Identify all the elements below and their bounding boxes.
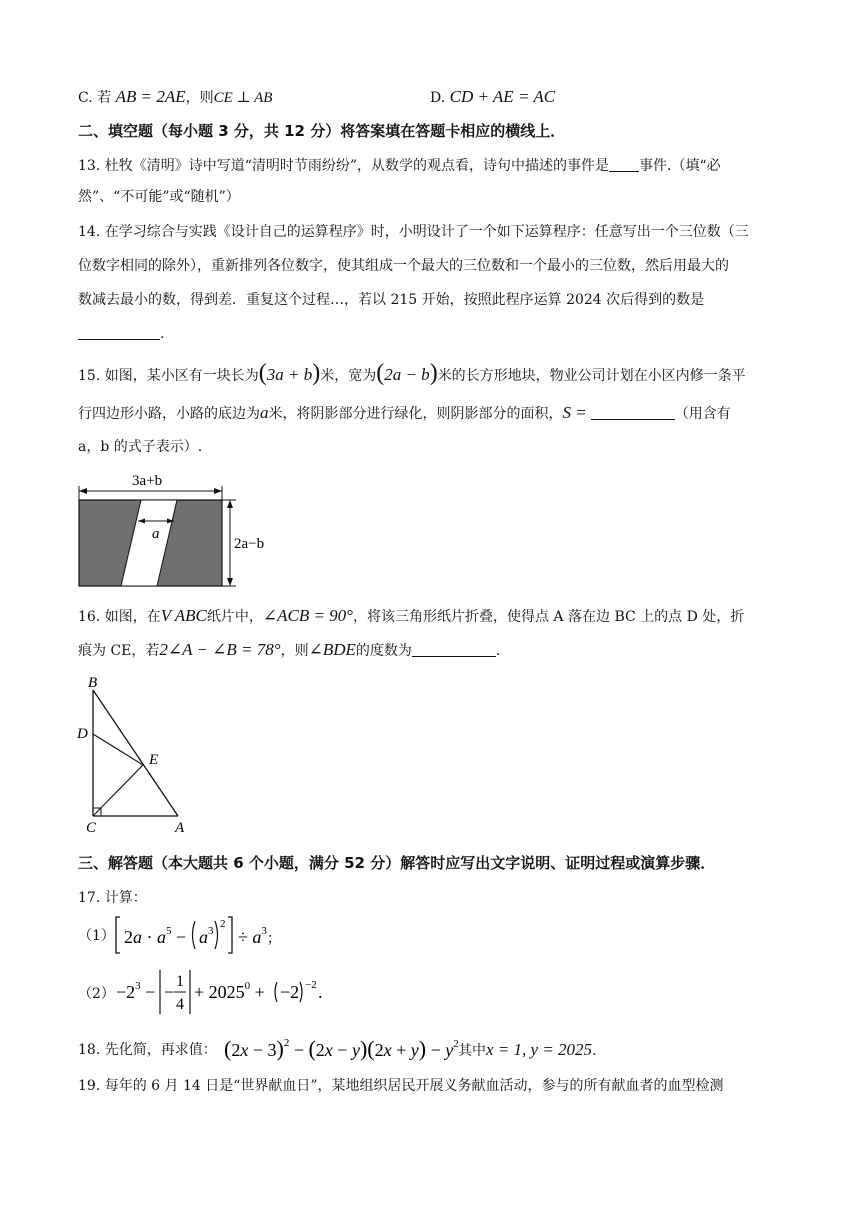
q15-right-label: 2a−b <box>234 536 265 552</box>
q16-segment-de <box>93 734 143 765</box>
q17-part1-expression <box>112 913 282 957</box>
q16-answer-blank <box>412 642 496 657</box>
q15-width-expr: 2a − b <box>384 365 430 384</box>
option-c-condition: AB = 2AE <box>115 87 186 106</box>
q16-point-d: D <box>77 726 88 742</box>
svg-text:−2: −2 <box>305 979 317 991</box>
q16-text-b: 纸片中， <box>206 609 263 625</box>
section-3-heading: 三、解答题（本大题共 6 个小题，满分 52 分）解答时应写出文字说明、证明过程或演算步骤． <box>78 854 716 872</box>
section-2-heading: 二、填空题（每小题 3 分，共 12 分）将答案填在答题卡相应的横线上． <box>78 122 566 140</box>
option-d-equation: CD + AE = AC <box>449 87 556 106</box>
q18-lead: 18. 先化简，再求值： <box>78 1042 217 1058</box>
q15-line3: a，b 的式子表示）. <box>78 439 203 455</box>
q16-period: . <box>495 643 501 659</box>
q16-point-b: B <box>88 675 98 691</box>
q19-line1: 19. 每年的 6 月 14 日是“世界献血日”，某地组织居民开展义务献血活动，参与的所有献血者的血型检测 <box>78 1078 724 1094</box>
option-c <box>78 87 272 108</box>
svg-text:1: 1 <box>176 973 184 990</box>
svg-text:.: . <box>318 982 323 1002</box>
q16-text-a: 16. 如图，在 <box>78 609 161 625</box>
q16-text-d: 痕为 CE，若 <box>78 643 160 659</box>
q15-top-label: 3a+b <box>132 473 163 489</box>
svg-text:−23 −: $-2^3$ − <box>116 980 156 1002</box>
q17-part2-label: （2） <box>78 986 115 1002</box>
q17-title: 17. 计算： <box>78 890 147 906</box>
q13-text: 13. 杜牧《清明》诗中写道“清明时节雨纷纷”，从数学的观点看，诗句中描述的事件是 <box>78 158 610 174</box>
q13-line1 <box>78 156 721 176</box>
q18-condition: x = 1, y = 2025 <box>486 1040 593 1059</box>
q17-part1 <box>78 926 115 946</box>
svg-text:2: 2 <box>220 918 226 930</box>
q13-line2: 然”、“不可能”或“随机”） <box>78 189 240 205</box>
q18-tail <box>458 1040 597 1061</box>
q15-text-b: 米，宽为 <box>320 368 377 384</box>
q16-condition: 2∠A − ∠B = 78° <box>159 640 281 659</box>
q13-answer-blank <box>609 157 639 172</box>
q15-answer-blank <box>591 405 675 420</box>
q16-text-e: ，则 <box>280 643 309 659</box>
q16-text-c: ，将该三角形纸片折叠，使得点 A 落在边 BC 上的点 D 处，折 <box>352 609 745 625</box>
q16-point-c: C <box>86 820 97 836</box>
q16-side-ab <box>93 690 178 816</box>
q15-var-a: a <box>260 403 269 422</box>
q15-line2 <box>78 403 731 424</box>
q17-part2-expression <box>114 966 324 1022</box>
q16-point-a: A <box>175 820 185 836</box>
q16-point-e: E <box>149 752 159 768</box>
q15-text-f: （用含有 <box>674 406 731 422</box>
svg-text:4: 4 <box>176 996 184 1013</box>
svg-text:−2: −2 <box>280 982 300 1002</box>
svg-text:−: − <box>164 982 175 1002</box>
q14-answer-blank <box>78 325 160 340</box>
q16-line1 <box>78 606 744 627</box>
option-c-mid: ，则 <box>185 90 214 106</box>
q15-text-a: 15. 如图，某小区有一块长为 <box>78 368 259 384</box>
q13-text-end: 事件.（填“必 <box>639 158 721 174</box>
q16-triangle: V ABC <box>160 606 207 625</box>
option-d <box>430 87 555 108</box>
svg-text:3: 3 <box>208 925 214 937</box>
q18-mid: 其中 <box>458 1043 486 1059</box>
q16-text-f: 的度数为 <box>355 643 412 659</box>
q15-s-label: S = <box>562 403 587 422</box>
q14-line3: 数减去最小的数，得到差．重复这个过程…，若以 215 开始，按照此程序运算 2024 次后得到的数是 <box>78 292 705 308</box>
svg-text:a: a <box>199 927 208 947</box>
svg-text:2a · a5 −: $2a \cdot a^5$ − <box>124 925 187 947</box>
q16-right-angle: ∠ACB = 90° <box>262 606 353 625</box>
q18-expression <box>224 1034 464 1066</box>
q16-line2 <box>78 640 500 661</box>
q15-text-e: 米，将阴影部分进行绿化，则阴影部分的面积， <box>268 406 563 422</box>
option-d-label: D. <box>430 90 446 106</box>
q15-length-expr: 3a + b <box>266 365 313 384</box>
q15-text-c: 米的长方形地块，物业公司计划在小区内修一条平 <box>437 368 746 384</box>
q14-line4 <box>78 324 164 344</box>
svg-text:+ 20250 +: + $2025^0$ + <box>194 980 265 1002</box>
q14-line2: 位数字相同的除外），重新排列各位数字，使其组成一个最大的三位数和一个最小的三位数，然后用最大的 <box>78 258 729 274</box>
q16-figure <box>74 672 194 837</box>
q14-line1: 14. 在学习综合与实践《设计自己的运算程序》时，小明设计了一个如下运算程序：任意写出一个三位数（三 <box>78 224 749 240</box>
q15-inner-label: a <box>152 526 160 542</box>
q17-part1-label: （1） <box>78 928 115 944</box>
svg-text:(2x − 3)2 − (2x − y)(2x + y) −: $(2x - 3)^2 - (2x - y)(2x + y) - y^2$ <box>224 1036 459 1061</box>
q14-period: . <box>160 326 165 342</box>
option-c-label: C. 若 <box>78 90 112 106</box>
q15-line1: 15. 如图，某小区有一块长为(3a + b)米，宽为(2a − b)米的长方形地块，物业公司计划在小区内修一条平 <box>78 360 746 386</box>
q17-part2 <box>78 984 115 1004</box>
q16-target-angle: ∠BDE <box>308 640 356 659</box>
q18-end: . <box>592 1043 597 1059</box>
option-c-conclusion: CE ⊥ AB <box>213 90 273 106</box>
svg-text:÷ a3；: ÷ $a^3_;$ <box>238 925 281 947</box>
q15-figure <box>70 470 290 595</box>
q15-text-d: 行四边形小路，小路的底边为 <box>78 406 260 422</box>
